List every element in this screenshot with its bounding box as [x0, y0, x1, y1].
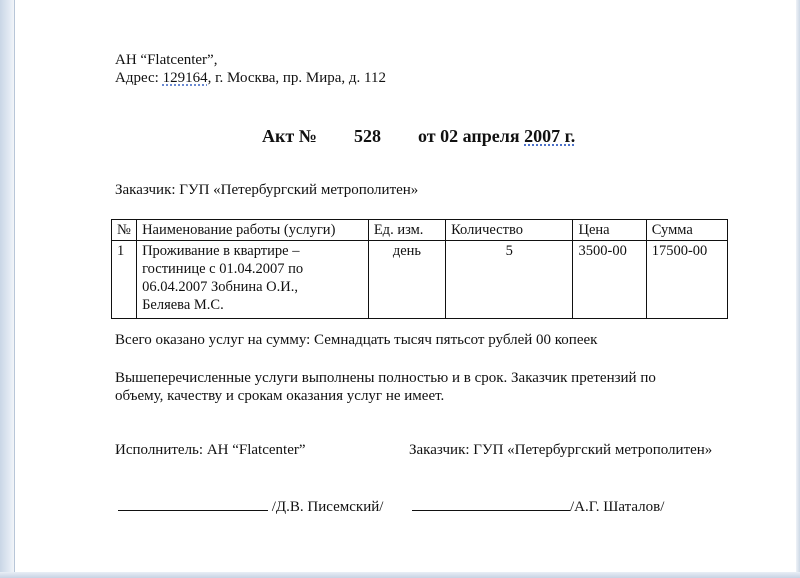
name-line: Проживание в квартире –: [142, 243, 300, 259]
header-sum: Сумма: [646, 220, 727, 241]
executor-label: Исполнитель: АН “Flatcenter”: [115, 442, 306, 458]
cell-unit: день: [368, 241, 445, 319]
window-left-frame: [0, 0, 15, 578]
statement-line-1: Вышеперечисленные услуги выполнены полностью и в срок. Заказчик претензий по: [115, 370, 656, 386]
window-right-frame: [796, 0, 800, 578]
act-date: [418, 126, 575, 147]
executor-name: /Д.В. Писемский/: [271, 499, 384, 515]
act-year: 2007 г.: [524, 126, 576, 146]
name-line: 06.04.2007 Зобнина О.И.,: [142, 279, 299, 295]
table-header-row: [112, 220, 728, 241]
cell-no: 1: [112, 241, 137, 319]
customer-label: Заказчик: ГУП «Петербургский метрополитен»: [409, 442, 713, 458]
cell-sum: 17500-00: [646, 241, 727, 319]
executor-signature: [118, 496, 383, 516]
name-line: гостинице с 01.04.2007 по: [142, 261, 304, 277]
address-prefix: Адрес:: [115, 70, 163, 86]
customer-signature-line: [412, 496, 570, 511]
table-row: [112, 241, 728, 319]
header-price: Цена: [573, 220, 646, 241]
header-name: Наименование работы (услуги): [137, 220, 369, 241]
customer-name: /А.Г. Шаталов/: [570, 499, 665, 515]
executor-signature-line: [118, 496, 268, 511]
address-rest: , г. Москва, пр. Мира, д. 112: [207, 70, 386, 86]
statement-line-2: объему, качеству и срокам оказания услуг не имеет.: [115, 388, 445, 404]
act-label: Акт №: [262, 126, 317, 146]
name-line: Беляева М.С.: [142, 297, 224, 313]
act-number: 528: [354, 126, 381, 146]
company-address: [115, 70, 386, 87]
header-qty: Количество: [446, 220, 573, 241]
document-page[interactable]: [14, 0, 796, 572]
header-no: №: [112, 220, 137, 241]
cell-name: [137, 241, 369, 319]
company-name: АН “Flatcenter”,: [115, 52, 218, 68]
address-zip: 129164: [162, 70, 208, 86]
act-date-prefix: от 02 апреля: [418, 126, 525, 146]
customer-signature: [412, 496, 664, 516]
window-bottom-frame: [0, 572, 800, 578]
cell-price: 3500-00: [573, 241, 646, 319]
header-unit: Ед. изм.: [368, 220, 445, 241]
works-table: [111, 219, 728, 319]
total-text: Всего оказано услуг на сумму: Семнадцать тысяч пятьсот рублей 00 копеек: [115, 332, 598, 348]
cell-qty: 5: [446, 241, 573, 319]
customer-line: Заказчик: ГУП «Петербургский метрополитен»: [115, 182, 419, 198]
